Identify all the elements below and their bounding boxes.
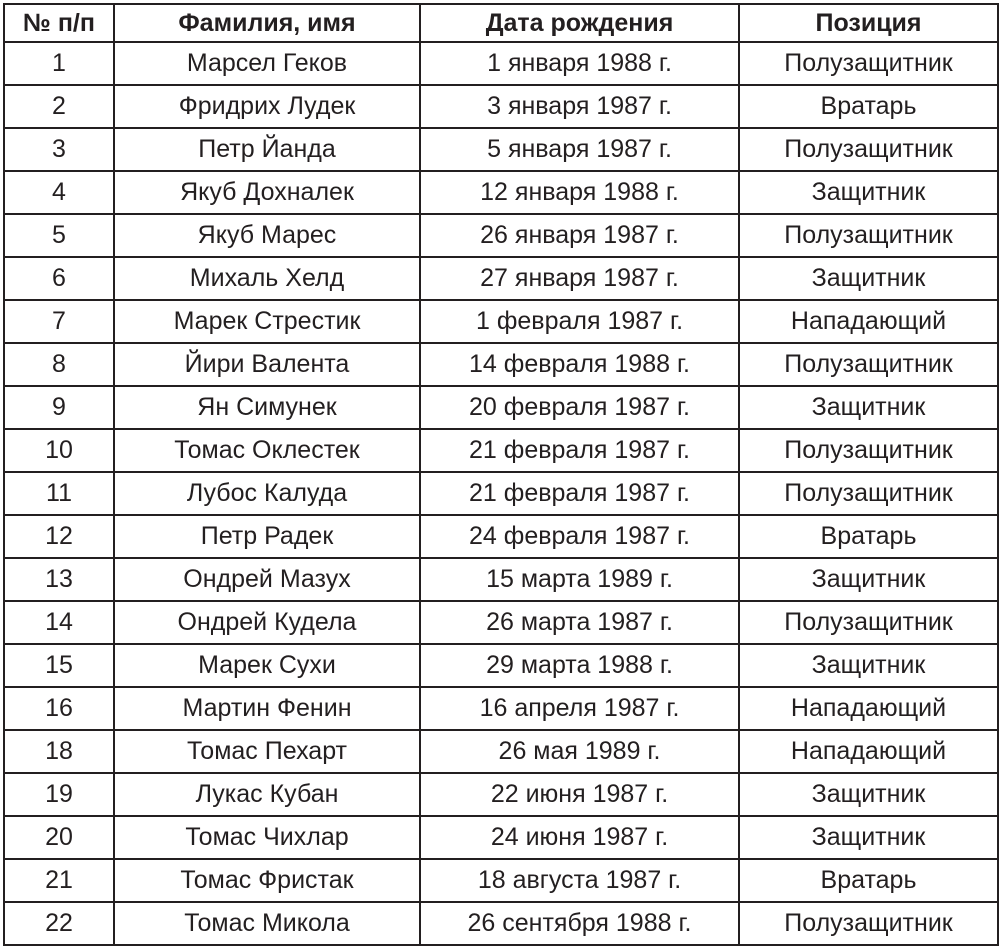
table-row (4, 343, 998, 386)
cell-birthdate: 1 февраля 1987 г. (420, 300, 739, 343)
cell-number: 12 (4, 515, 114, 558)
table-row (4, 429, 998, 472)
cell-position: Полузащитник (739, 343, 998, 386)
cell-position: Защитник (739, 644, 998, 687)
cell-position: Вратарь (739, 85, 998, 128)
cell-number: 2 (4, 85, 114, 128)
header-number: № п/п (4, 4, 114, 42)
table-row (4, 730, 998, 773)
cell-position: Защитник (739, 257, 998, 300)
cell-position: Защитник (739, 773, 998, 816)
cell-number: 9 (4, 386, 114, 429)
table-row (4, 171, 998, 214)
cell-birthdate: 29 марта 1988 г. (420, 644, 739, 687)
cell-name: Лукас Кубан (114, 773, 420, 816)
cell-number: 6 (4, 257, 114, 300)
cell-number: 5 (4, 214, 114, 257)
cell-name: Йири Валента (114, 343, 420, 386)
cell-name: Томас Фристак (114, 859, 420, 902)
cell-number: 1 (4, 42, 114, 85)
cell-name: Марек Сухи (114, 644, 420, 687)
cell-name: Якуб Марес (114, 214, 420, 257)
cell-number: 15 (4, 644, 114, 687)
cell-name: Ондрей Мазух (114, 558, 420, 601)
table-row (4, 85, 998, 128)
table-row (4, 773, 998, 816)
table-row (4, 558, 998, 601)
header-name: Фамилия, имя (114, 4, 420, 42)
table-row (4, 214, 998, 257)
table-row (4, 42, 998, 85)
cell-number: 20 (4, 816, 114, 859)
cell-position: Полузащитник (739, 429, 998, 472)
cell-birthdate: 21 февраля 1987 г. (420, 472, 739, 515)
cell-birthdate: 24 февраля 1987 г. (420, 515, 739, 558)
cell-position: Нападающий (739, 687, 998, 730)
table-header-row (4, 4, 998, 42)
table-row (4, 644, 998, 687)
table-row (4, 816, 998, 859)
cell-position: Защитник (739, 558, 998, 601)
cell-number: 21 (4, 859, 114, 902)
cell-name: Михаль Хелд (114, 257, 420, 300)
cell-birthdate: 20 февраля 1987 г. (420, 386, 739, 429)
cell-name: Петр Йанда (114, 128, 420, 171)
cell-number: 10 (4, 429, 114, 472)
cell-birthdate: 1 января 1988 г. (420, 42, 739, 85)
table-row (4, 601, 998, 644)
cell-position: Полузащитник (739, 42, 998, 85)
cell-name: Лубос Калуда (114, 472, 420, 515)
table-row (4, 128, 998, 171)
cell-number: 18 (4, 730, 114, 773)
cell-position: Защитник (739, 816, 998, 859)
cell-birthdate: 22 июня 1987 г. (420, 773, 739, 816)
cell-number: 22 (4, 902, 114, 945)
cell-number: 14 (4, 601, 114, 644)
cell-position: Защитник (739, 386, 998, 429)
cell-birthdate: 5 января 1987 г. (420, 128, 739, 171)
cell-birthdate: 26 марта 1987 г. (420, 601, 739, 644)
cell-birthdate: 16 апреля 1987 г. (420, 687, 739, 730)
table-body (4, 42, 998, 945)
cell-name: Мартин Фенин (114, 687, 420, 730)
cell-name: Ян Симунек (114, 386, 420, 429)
cell-name: Якуб Дохналек (114, 171, 420, 214)
table-row (4, 386, 998, 429)
cell-birthdate: 18 августа 1987 г. (420, 859, 739, 902)
cell-position: Нападающий (739, 730, 998, 773)
cell-birthdate: 15 марта 1989 г. (420, 558, 739, 601)
cell-number: 19 (4, 773, 114, 816)
table-row (4, 687, 998, 730)
cell-birthdate: 24 июня 1987 г. (420, 816, 739, 859)
cell-birthdate: 12 января 1988 г. (420, 171, 739, 214)
cell-name: Томас Чихлар (114, 816, 420, 859)
cell-name: Ондрей Кудела (114, 601, 420, 644)
cell-number: 16 (4, 687, 114, 730)
cell-birthdate: 26 мая 1989 г. (420, 730, 739, 773)
cell-position: Полузащитник (739, 128, 998, 171)
table-row (4, 472, 998, 515)
cell-number: 7 (4, 300, 114, 343)
players-table (3, 3, 999, 946)
cell-birthdate: 21 февраля 1987 г. (420, 429, 739, 472)
header-birthdate: Дата рождения (420, 4, 739, 42)
table-row (4, 902, 998, 945)
cell-birthdate: 14 февраля 1988 г. (420, 343, 739, 386)
cell-name: Марек Стрестик (114, 300, 420, 343)
cell-position: Нападающий (739, 300, 998, 343)
cell-name: Томас Микола (114, 902, 420, 945)
header-position: Позиция (739, 4, 998, 42)
cell-position: Вратарь (739, 859, 998, 902)
cell-birthdate: 26 сентября 1988 г. (420, 902, 739, 945)
table-row (4, 515, 998, 558)
cell-name: Фридрих Лудек (114, 85, 420, 128)
cell-number: 3 (4, 128, 114, 171)
cell-number: 8 (4, 343, 114, 386)
cell-position: Полузащитник (739, 902, 998, 945)
cell-number: 4 (4, 171, 114, 214)
table-row (4, 257, 998, 300)
cell-name: Петр Радек (114, 515, 420, 558)
cell-position: Защитник (739, 171, 998, 214)
cell-birthdate: 3 января 1987 г. (420, 85, 739, 128)
table-row (4, 300, 998, 343)
cell-birthdate: 26 января 1987 г. (420, 214, 739, 257)
cell-number: 11 (4, 472, 114, 515)
cell-name: Марсел Геков (114, 42, 420, 85)
cell-birthdate: 27 января 1987 г. (420, 257, 739, 300)
cell-name: Томас Оклестек (114, 429, 420, 472)
cell-position: Вратарь (739, 515, 998, 558)
cell-number: 13 (4, 558, 114, 601)
cell-position: Полузащитник (739, 601, 998, 644)
cell-position: Полузащитник (739, 472, 998, 515)
table-row (4, 859, 998, 902)
cell-position: Полузащитник (739, 214, 998, 257)
cell-name: Томас Пехарт (114, 730, 420, 773)
